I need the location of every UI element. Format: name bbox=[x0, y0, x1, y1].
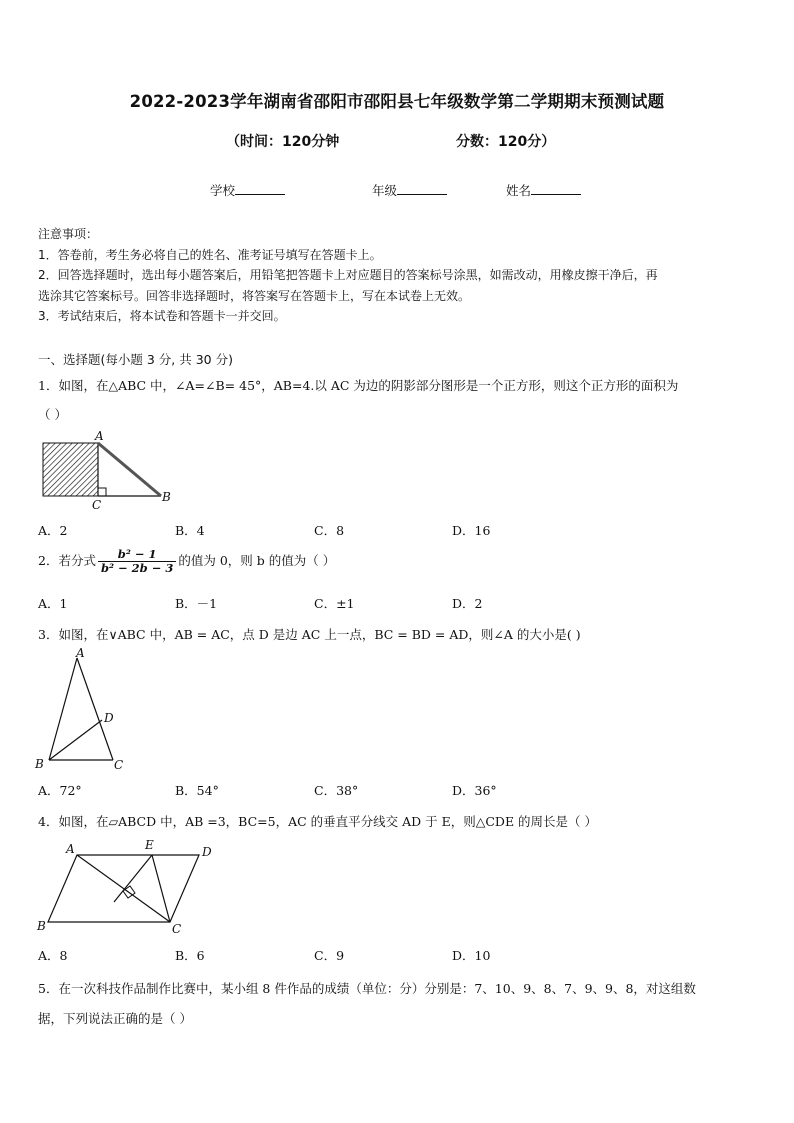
note-2-line-1: 2．回答选择题时，选出每小题答案后，用铅笔把答题卡上对应题目的答案标号涂黑，如需改动，用橡皮擦干净后，再 bbox=[38, 268, 658, 282]
q3-option-d[interactable]: D．36° bbox=[452, 783, 497, 798]
segment-ab bbox=[98, 443, 161, 496]
label-d: D bbox=[104, 711, 114, 725]
q5-text-line-1: 5．在一次科技作品制作比赛中，某小组 8 件作品的成绩（单位：分）分别是：7、10、9、8、7、9、9、8，对这组数 bbox=[38, 981, 696, 996]
q2-denominator: b² − 2b − 3 bbox=[100, 561, 174, 575]
section-heading: 一、选择题(每小题 3 分, 共 30 分) bbox=[38, 352, 233, 367]
label-b: B bbox=[37, 919, 46, 933]
exam-time: （时间：120分钟 bbox=[226, 134, 340, 150]
q2-option-c[interactable]: C．±1 bbox=[314, 596, 355, 611]
label-a: A bbox=[95, 429, 104, 443]
page-title: 2022-2023学年湖南省邵阳市邵阳县七年级数学第二学期期末预测试题 bbox=[129, 92, 665, 111]
grade-label: 年级 bbox=[372, 183, 398, 198]
q4-text: 4．如图，在▱ABCD 中，AB =3，BC=5，AC 的垂直平分线交 AD 于 E，则△CDE 的周长是（ ） bbox=[38, 814, 598, 829]
shaded-square bbox=[43, 443, 98, 496]
label-a: A bbox=[66, 842, 75, 856]
q3-option-b[interactable]: B．54° bbox=[175, 783, 219, 798]
q2-option-a[interactable]: A．1 bbox=[38, 596, 68, 611]
label-c: C bbox=[114, 758, 124, 772]
q4-option-d[interactable]: D．10 bbox=[452, 948, 491, 963]
name-blank bbox=[531, 182, 581, 195]
q2-fraction bbox=[98, 548, 176, 575]
school-field bbox=[210, 181, 285, 199]
school-blank bbox=[235, 182, 285, 195]
q4-option-a[interactable]: A．8 bbox=[38, 948, 68, 963]
grade-field bbox=[372, 181, 447, 199]
q1-option-c[interactable]: C．8 bbox=[314, 523, 345, 538]
q3-text: 3．如图，在∨ABC 中，AB = AC，点 D 是边 AC 上一点，BC = BD = AD，则∠A 的大小是( ) bbox=[38, 627, 581, 642]
label-d: D bbox=[202, 845, 212, 859]
q4-figure bbox=[32, 836, 222, 940]
q2-suffix: 的值为 0，则 b 的值为（ ） bbox=[178, 553, 336, 568]
q4-option-c[interactable]: C．9 bbox=[314, 948, 345, 963]
grade-blank bbox=[397, 182, 447, 195]
note-1: 1．答卷前，考生务必将自己的姓名、准考证号填写在答题卡上。 bbox=[38, 248, 382, 262]
q1-text-line-2: （ ） bbox=[38, 407, 67, 422]
label-e: E bbox=[145, 838, 154, 852]
segment-bd bbox=[49, 720, 102, 760]
q3-option-a[interactable]: A．72° bbox=[38, 783, 82, 798]
name-label: 姓名 bbox=[506, 183, 532, 198]
q3-option-c[interactable]: C．38° bbox=[314, 783, 359, 798]
label-a: A bbox=[76, 646, 85, 660]
segment-ac bbox=[77, 658, 113, 760]
label-b: B bbox=[162, 490, 171, 504]
segment-ec bbox=[152, 855, 170, 922]
note-2-line-2: 选涂其它答案标号。回答非选择题时，将答案写在答题卡上，写在本试卷上无效。 bbox=[38, 289, 471, 303]
q3-figure bbox=[30, 646, 130, 774]
label-b: B bbox=[35, 757, 44, 771]
q1-option-a[interactable]: A．2 bbox=[38, 523, 68, 538]
diagonal-ac bbox=[77, 855, 170, 922]
note-3: 3．考试结束后，将本试卷和答题卡一并交回。 bbox=[38, 309, 286, 323]
segment-ab bbox=[49, 658, 77, 760]
name-field bbox=[506, 181, 581, 199]
school-label: 学校 bbox=[210, 183, 236, 198]
q2-numerator: b² − 1 bbox=[98, 548, 176, 562]
label-c: C bbox=[92, 498, 102, 512]
q2-prefix: 2．若分式 bbox=[38, 553, 96, 568]
exam-score: 分数：120分） bbox=[456, 134, 556, 150]
q2-text bbox=[38, 548, 335, 575]
q1-figure bbox=[36, 428, 176, 512]
right-angle-mark bbox=[98, 488, 106, 496]
q1-option-d[interactable]: D．16 bbox=[452, 523, 491, 538]
q2-option-d[interactable]: D．2 bbox=[452, 596, 483, 611]
q4-option-b[interactable]: B．6 bbox=[175, 948, 205, 963]
label-c: C bbox=[172, 922, 182, 936]
q2-option-b[interactable]: B．－1 bbox=[175, 596, 218, 611]
q1-option-b[interactable]: B．4 bbox=[175, 523, 205, 538]
q5-text-line-2: 据，下列说法正确的是（ ） bbox=[38, 1011, 192, 1026]
notes-heading: 注意事项： bbox=[38, 227, 99, 241]
q1-text-line-1: 1．如图，在△ABC 中，∠A=∠B= 45°，AB=4.以 AC 为边的阴影部分图形是一个正方形，则这个正方形的面积为 bbox=[38, 378, 679, 393]
